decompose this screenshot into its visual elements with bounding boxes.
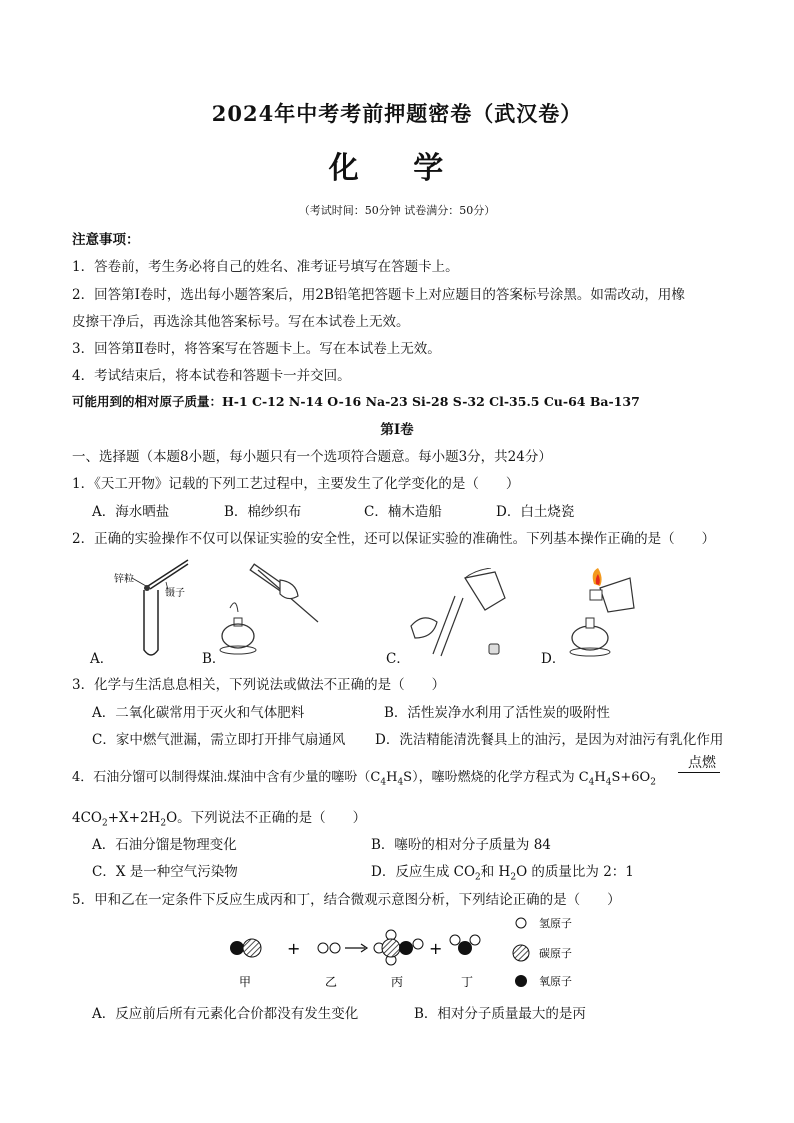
notice-item-1: 1．答卷前，考生务必将自己的姓名、准考证号填写在答题卡上。 [72,259,459,275]
q3-stem: 3．化学与生活息息相关，下列说法或做法不正确的是（ ） [72,677,446,693]
zinc-granule-icon [144,585,150,591]
q4-option-a[interactable]: A．石油分馏是物理变化 [92,837,237,853]
label-yi: 乙 [325,975,338,989]
q3-option-a[interactable]: A．二氧化碳常用于灭火和气体肥料 [92,705,305,721]
q2-figure-a [110,556,200,660]
q4-d-end: O 的质量比为 2：1 [516,864,634,880]
q2-option-b[interactable]: B． [202,651,226,667]
molecule-jia-icon [230,939,261,957]
label-tweezers: 镊子 [165,588,185,599]
legend-oxygen-icon [515,975,527,987]
hand-icon [411,618,437,638]
subject-title: 化 学 [328,151,466,186]
q4-option-d[interactable]: D．反应生成 $CO_2$和 $H_2O$ 的质量比为 2：1 [371,864,634,883]
q3-option-b[interactable]: B．活性炭净水利用了活性炭的吸附性 [384,705,610,721]
alcohol-lamp-icon [222,624,254,648]
q2-option-d[interactable]: D． [541,651,566,667]
alcohol-lamp-icon [572,626,608,650]
bottle-cap-icon [489,644,499,654]
q4-option-b[interactable]: B．噻吩的相对分子质量为 84 [371,837,551,853]
q2-figure-c [405,568,510,660]
legend-hydrogen-icon [516,918,526,928]
q4-stem-start: 4．石油分馏可以制得煤油.煤油中含有少量的噻吩（C [72,770,381,785]
legend-carbon-icon [513,945,529,961]
exam-title: 2024年中考考前押题密卷（武汉卷） [211,101,583,126]
tweezers-icon [148,560,188,586]
molecule-yi-icon [318,943,340,953]
notice-item-2-cont: 皮擦干净后，再选涂其他答案标号。写在本试卷上无效。 [72,314,410,330]
molecule-bing-icon [374,930,423,965]
q4-stem: 4．石油分馏可以制得煤油.煤油中含有少量的噻吩$(C_4H_4S)$，噻吩燃烧的化学方程式为 $C_4H_4S+6O_2$ [72,770,656,788]
test-tube-icon [144,590,158,655]
q2-figure-d [560,568,640,660]
q4-option-c[interactable]: C．X 是一种空气污染物 [92,864,238,880]
q5-stem: 5．甲和乙在一定条件下反应生成丙和丁，结合微观示意图分析，下列结论正确的是（ ） [72,892,621,908]
label-jia: 甲 [239,975,252,989]
label-ding: 丁 [461,975,474,989]
notice-heading: 注意事项： [72,232,140,248]
q4-stem-line2: $4CO_2+X+2H_2O$。下列说法不正确的是（ ） [72,810,367,829]
label-bing: 丙 [391,975,404,989]
q1-option-c[interactable]: C．楠木造船 [364,504,442,520]
q4-line2-end: O。下列说法不正确的是（ ） [166,810,367,826]
legend-hydrogen: 氢原子 [539,917,572,930]
q3-option-d[interactable]: D．洗洁精能清洗餐具上的油污，是因为对油污有乳化作用 [375,732,724,748]
reaction-arrow [678,772,720,773]
q2-figure-b [218,560,328,660]
q3-option-c[interactable]: C．家中燃气泄漏，需立即打开排气扇通风 [92,732,346,748]
q5-option-b[interactable]: B．相对分子质量最大的是丙 [414,1006,586,1022]
molecule-ding-icon [450,935,480,955]
reagent-bottle-icon [465,572,505,610]
alcohol-lamp-tilted-icon [600,578,634,612]
reaction-condition: 点燃 [688,755,716,771]
q1-option-b[interactable]: B．棉纱织布 [224,504,302,520]
q2-option-a[interactable]: A． [90,651,114,667]
notice-item-3: 3．回答第Ⅱ卷时，将答案写在答题卡上。写在本试卷上无效。 [72,341,441,357]
plus-sign-1: + [287,939,301,958]
q4-d-mid: 和 H [480,864,511,880]
label-zinc: 锌粒 [114,574,134,585]
legend-carbon: 碳原子 [539,947,572,960]
q1-stem: 1．《天工开物》记载的下列工艺过程中，主要发生了化学变化的是（ ） [72,476,520,492]
hand-icon [280,580,298,599]
q5-reaction-diagram [225,908,625,994]
q2-option-c[interactable]: C． [386,651,410,667]
exam-meta: （考试时间：50分钟 试卷满分：50分） [298,204,496,217]
q4-stem-mid: ），噻吩燃烧的化学方程式为 C [412,770,589,785]
section-intro: 一、选择题（本题8小题，每小题只有一个选项符合题意。每小题3分，共24分） [72,449,552,465]
notice-item-2: 2．回答第Ⅰ卷时，选出每小题答案后，用2B铅笔把答题卡上对应题目的答案标号涂黑。如需改动，用橡 [72,287,685,303]
q5-option-a[interactable]: A．反应前后所有元素化合价都没有发生变化 [92,1006,359,1022]
volume-heading: 第Ⅰ卷 [380,422,414,438]
legend-oxygen: 氧原子 [539,975,572,988]
plus-sign-2: + [429,939,443,958]
flame-icon [230,603,238,612]
q1-option-a[interactable]: A．海水晒盐 [92,504,170,520]
atomic-masses: 可能用到的相对原子质量：H-1 C-12 N-14 O-16 Na-23 Si-28 S-32 Cl-35.5 Cu-64 Ba-137 [72,394,640,409]
q2-stem: 2．正确的实验操作不仅可以保证实验的安全性，还可以保证实验的准确性。下列基本操作正确的是（ ） [72,531,716,547]
notice-item-4: 4．考试结束后，将本试卷和答题卡一并交回。 [72,368,351,384]
q1-option-d[interactable]: D．白土烧瓷 [496,504,575,520]
q4-d-start: D．反应生成 CO [371,864,476,880]
